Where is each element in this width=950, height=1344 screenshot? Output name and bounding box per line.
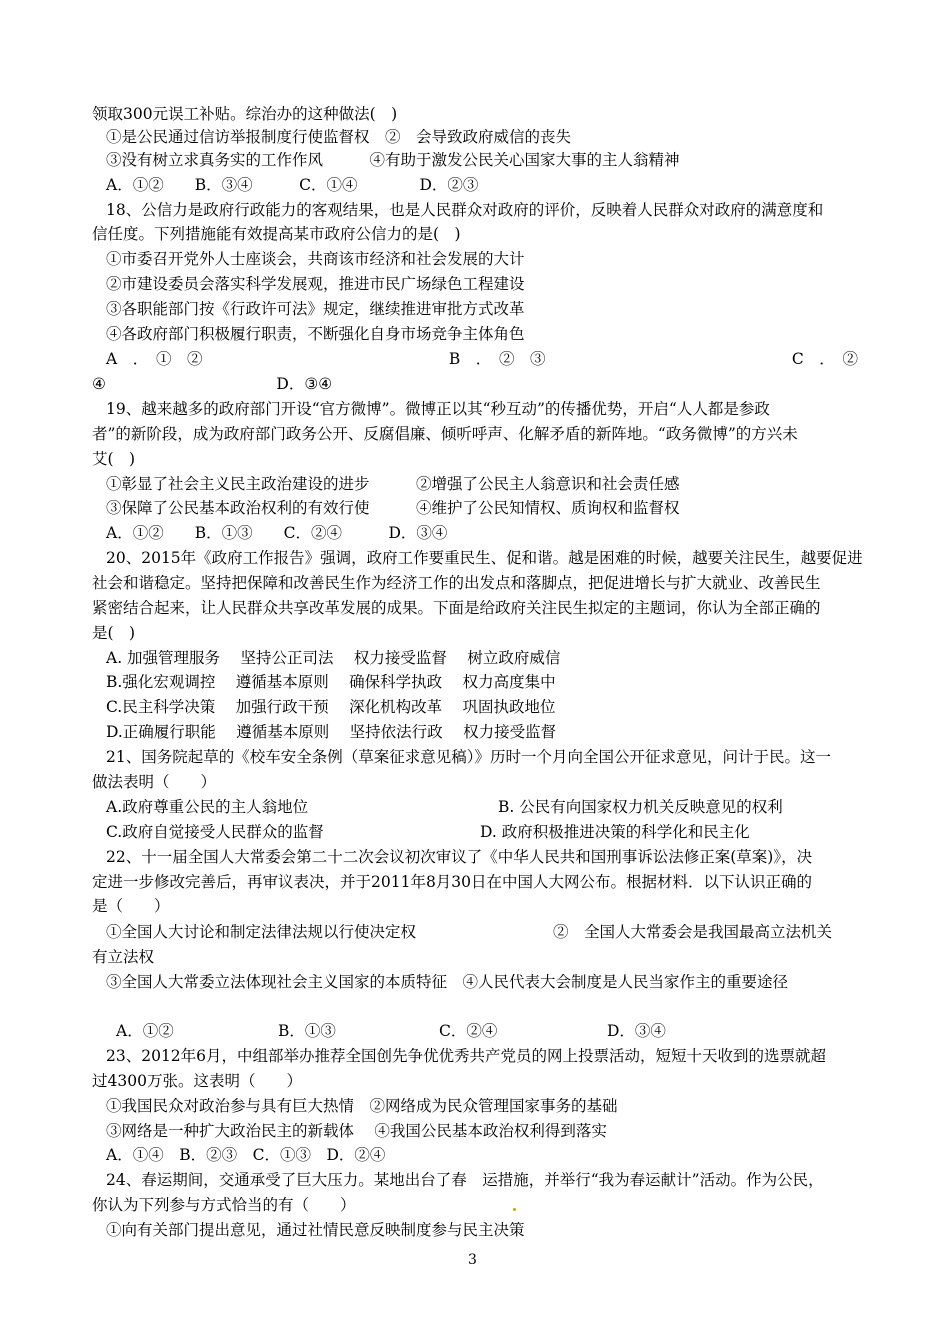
q22-option-b: B．①③ <box>278 1022 336 1040</box>
q19-statements-1-2: ①彰显了社会主义民主政治建设的进步 ②增强了公民主人翁意识和社会责任感 <box>106 475 680 493</box>
q22-statement-1: ①全国人大讨论和制定法律法规以行使决定权 <box>106 923 417 941</box>
q24-statement-1: ①向有关部门提出意见，通过社情民意反映制度参与民主决策 <box>106 1221 525 1239</box>
q18-options-cont: ④ D．③④ <box>92 375 333 393</box>
q24-stem: 24、春运期间，交通承受了巨大压力。某地出台了春 运措施，并举行“我为春运献计”活动。作为公民， <box>106 1171 824 1189</box>
q22-statement-2: ② 全国人大常委会是我国最高立法机关 <box>553 923 833 941</box>
q18-option-c: C ． ② <box>791 350 858 368</box>
q18-statement-1: ①市委召开党外人士座谈会，共商该市经济和社会发展的大计 <box>106 250 525 268</box>
q18-statement-3: ③各职能部门按《行政许可法》规定，继续推进审批方式改革 <box>106 300 525 318</box>
q21-option-d: D. 政府积极推进决策的科学化和民主化 <box>480 823 750 841</box>
q18-stem-cont: 信任度。下列措施能有效提高某市政府公信力的是( ) <box>92 225 461 243</box>
q19-options: A．①② B．①③ C．②④ D．③④ <box>106 524 448 542</box>
q22-option-d: D．③④ <box>607 1022 666 1040</box>
q22-stem-cont: 定进一步修改完善后，再审议表决，并于2011年8月30日在中国人大网公布。根据材料．以下认识正确的 <box>92 873 813 891</box>
q21-option-c: C.政府自觉接受人民群众的监督 <box>106 823 324 841</box>
stray-mark <box>513 1208 516 1211</box>
q20-option-a: A. 加强管理服务 坚持公正司法 权力接受监督 树立政府威信 <box>106 649 561 667</box>
q24-stem-cont: 你认为下列参与方式恰当的有（ ） <box>92 1196 356 1214</box>
q22-option-a: A．①② <box>116 1022 174 1040</box>
q23-stem-cont: 过4300万张。这表明（ ） <box>92 1072 302 1090</box>
q21-option-a: A.政府尊重公民的主人翁地位 <box>106 798 309 816</box>
q19-statements-3-4: ③保障了公民基本政治权利的有效行使 ④维护了公民知情权、质询权和监督权 <box>106 499 680 517</box>
q19-stem-end: 艾( ) <box>92 450 136 468</box>
q17-options: A．①② B．③④ C．①④ D．②③ <box>106 176 479 194</box>
q20-option-c: C.民主科学决策 加强行政干预 深化机构改革 巩固执政地位 <box>106 698 556 716</box>
q19-stem-cont: 者”的新阶段，成为政府部门政务公开、反腐倡廉、倾听呼声、化解矛盾的新阵地。“政务微博”的方兴未 <box>92 425 798 443</box>
q21-stem-cont: 做法表明（ ） <box>92 773 217 791</box>
text-line: 领取300元误工补贴。综治办的这种做法( ) <box>92 105 398 123</box>
q20-stem-cont: 紧密结合起来，让人民群众共享改革发展的成果。下面是给政府关注民生拟定的主题词，你认为全部正确的 <box>92 599 821 617</box>
q19-stem: 19、越来越多的政府部门开设“官方微博”。微博正以其“秒互动”的传播优势，开启“人人都是参政 <box>106 400 770 418</box>
q18-statement-2: ②市建设委员会落实科学发展观，推进市民广场绿色工程建设 <box>106 275 525 293</box>
q18-options <box>106 349 858 369</box>
q18-option-a: A ． ① ② <box>106 350 203 368</box>
q23-options: A．①④ B．②③ C．①③ D．②④ <box>106 1146 386 1164</box>
q22-option-c: C．②④ <box>439 1022 498 1040</box>
q23-stem: 23、2012年6月，中组部举办推荐全国创先争优优秀共产党员的网上投票活动，短短十天收到的选票就超 <box>106 1047 827 1065</box>
q17-statements-3-4: ③没有树立求真务实的工作作风 ④有助于激发公民关心国家大事的主人翁精神 <box>106 151 680 169</box>
q20-stem: 20、2015年《政府工作报告》强调，政府工作要重民生、促和谐。越是困难的时候，越要关注民生，越要促进 <box>106 549 863 567</box>
q20-stem-end: 是( ) <box>92 624 136 642</box>
q18-stem: 18、公信力是政府行政能力的客观结果，也是人民群众对政府的评价，反映着人民群众对政府的满意度和 <box>106 201 824 219</box>
q20-option-b: B.强化宏观调控 遵循基本原则 确保科学执政 权力高度集中 <box>106 673 556 691</box>
q18-statement-4: ④各政府部门积极履行职责，不断强化自身市场竞争主体角色 <box>106 325 525 343</box>
q21-stem: 21、国务院起草的《校车安全条例（草案征求意见稿）》历时一个月向全国公开征求意见，问计于民。这一 <box>106 748 831 766</box>
q22-stem: 22、十一届全国人大常委会第二十二次会议初次审议了《中华人民共和国刑事诉讼法修正案(草案)》，决 <box>106 848 813 866</box>
page-number: 3 <box>468 1252 477 1268</box>
q18-option-b: B ． ② ③ <box>448 350 546 368</box>
q22-options <box>116 1021 676 1041</box>
q20-option-d: D.正确履行职能 遵循基本原则 坚持依法行政 权力接受监督 <box>106 723 557 741</box>
q17-statements-1-2: ①是公民通过信访举报制度行使监督权 ② 会导致政府威信的丧失 <box>106 128 572 146</box>
q23-statements-1-2: ①我国民众对政治参与具有巨大热情 ②网络成为民众管理国家事务的基础 <box>106 1097 618 1115</box>
q22-statements-3-4: ③全国人大常委立法体现社会主义国家的本质特征 ④人民代表大会制度是人民当家作主的重要途径 <box>106 973 789 991</box>
q22-stem-end: 是（ ） <box>92 897 170 915</box>
q20-stem-cont: 社会和谐稳定。坚持把保障和改善民生作为经济工作的出发点和落脚点，把促进增长与扩大就业、改善民生 <box>92 574 821 592</box>
q22-statement-2-cont: 有立法权 <box>92 948 155 966</box>
q21-option-b: B. 公民有向国家权力机关反映意见的权利 <box>498 798 783 816</box>
q23-statements-3-4: ③网络是一种扩大政治民主的新载体 ④我国公民基本政治权利得到落实 <box>106 1122 607 1140</box>
